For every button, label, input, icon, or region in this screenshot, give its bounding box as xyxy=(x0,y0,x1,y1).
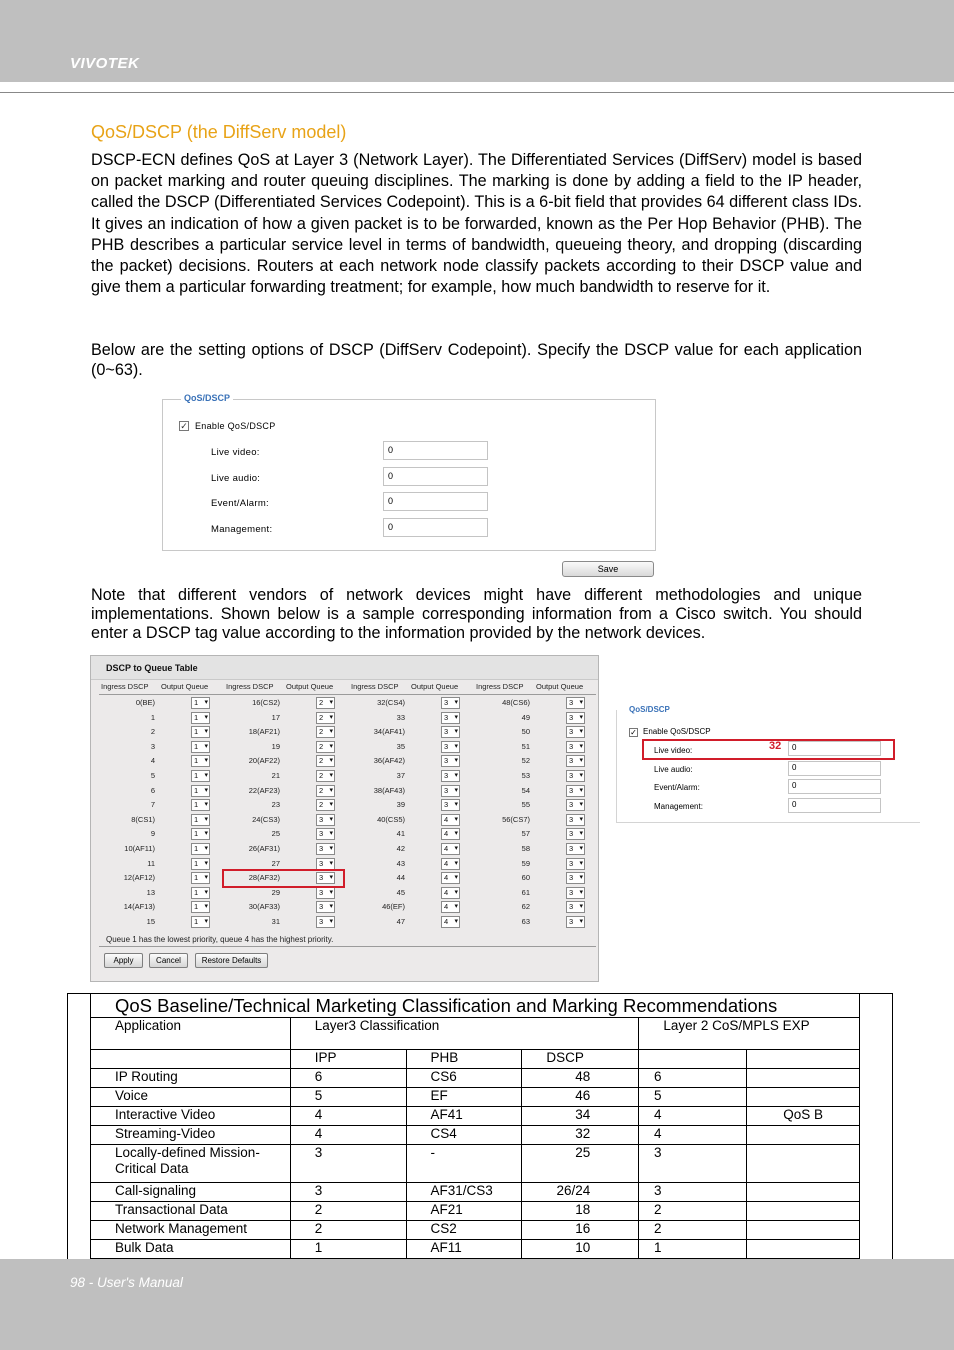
cisco-queue-select[interactable]: 3 ▾ xyxy=(316,814,335,826)
cell-ipp: 2 xyxy=(290,1202,406,1221)
cell-phb: - xyxy=(406,1145,522,1183)
cell-application: Voice xyxy=(91,1088,291,1107)
cisco-queue-select[interactable]: 1 ▾ xyxy=(191,843,210,855)
cisco-dscp-cell: 46(EF) xyxy=(382,902,405,912)
cisco-dscp-cell: 48(CS6) xyxy=(502,698,530,707)
table-row xyxy=(91,1221,860,1240)
restore-defaults-button[interactable]: Restore Defaults xyxy=(195,953,268,968)
section-title: QoS/DSCP (the DiffServ model) xyxy=(91,122,347,142)
cisco-dscp-cell: 36(AF42) xyxy=(373,756,405,766)
cisco-queue-select[interactable]: 3 ▾ xyxy=(316,843,335,855)
cisco-queue-select[interactable]: 3 ▾ xyxy=(566,785,585,797)
cisco-queue-select[interactable]: 1 ▾ xyxy=(191,741,210,753)
cisco-dscp-cell: 35 xyxy=(396,741,405,751)
cisco-queue-select[interactable]: 2 ▾ xyxy=(316,697,335,709)
cisco-dscp-cell: 43 xyxy=(396,858,405,868)
cisco-dscp-cell: 37 xyxy=(396,771,405,780)
cisco-dscp-cell: 4 xyxy=(150,756,155,766)
cisco-queue-select[interactable]: 3 ▾ xyxy=(566,814,585,826)
header-phb: PHB xyxy=(406,1050,522,1069)
enable-qos-checkbox[interactable]: ✓ xyxy=(180,421,188,431)
cell-cos: 4 xyxy=(639,1126,747,1145)
cisco-dscp-cell: 1 xyxy=(150,712,155,722)
qos2-management-input[interactable]: 0 xyxy=(788,798,881,813)
cell-ipp: 5 xyxy=(290,1088,406,1107)
cisco-queue-select[interactable]: 4 ▾ xyxy=(441,872,460,884)
cisco-queue-select[interactable]: 2 ▾ xyxy=(316,712,335,724)
cisco-queue-select[interactable]: 4 ▾ xyxy=(441,916,460,928)
table-row xyxy=(91,1202,860,1221)
cisco-queue-select[interactable]: 3 ▾ xyxy=(566,755,585,767)
cell-application: Locally-defined Mission-Critical Data xyxy=(91,1145,291,1183)
cisco-queue-select[interactable]: 4 ▾ xyxy=(441,814,460,826)
cell-application: Call-signaling xyxy=(91,1183,291,1202)
cisco-footnote: Queue 1 has the lowest priority, queue 4 has the highest priority. xyxy=(106,935,334,944)
cisco-queue-select[interactable]: 3 ▾ xyxy=(316,887,335,899)
cell-dscp: 48 xyxy=(522,1069,639,1088)
qos2-live-audio-input[interactable]: 0 xyxy=(788,761,881,776)
cisco-queue-select[interactable]: 3 ▾ xyxy=(441,697,460,709)
event-alarm-input[interactable]: 0 xyxy=(383,492,488,511)
qos2-dscp-value-annotation: 32 xyxy=(769,740,782,752)
cisco-dscp-cell: 42 xyxy=(396,844,405,853)
cisco-header-queue: Output Queue xyxy=(536,682,584,691)
cisco-dscp-cell: 27 xyxy=(271,858,280,868)
cell-dscp: 25 xyxy=(522,1145,639,1183)
qos2-enable-label: Enable QoS/DSCP xyxy=(643,727,711,736)
table-row xyxy=(91,1088,860,1107)
cell-application: IP Routing xyxy=(91,1069,291,1088)
qos2-live-audio-label: Live audio: xyxy=(654,765,693,774)
qos2-management-label: Management: xyxy=(654,802,703,811)
cisco-queue-select[interactable]: 3 ▾ xyxy=(441,770,460,782)
cisco-queue-select[interactable]: 3 ▾ xyxy=(566,741,585,753)
cisco-queue-select[interactable]: 2 ▾ xyxy=(316,726,335,738)
table-title: QoS Baseline/Technical Marketing Classification and Marking Recommendations xyxy=(91,994,860,1018)
cell-cos: 1 xyxy=(639,1240,747,1259)
event-alarm-label: Event/Alarm: xyxy=(211,498,269,509)
cisco-dscp-cell: 52 xyxy=(521,756,530,766)
apply-button[interactable]: Apply xyxy=(104,953,143,968)
cisco-queue-select[interactable]: 4 ▾ xyxy=(441,858,460,870)
qos-panel-legend: QoS/DSCP xyxy=(181,393,233,403)
cisco-dscp-cell: 2 xyxy=(150,727,155,737)
cisco-queue-select[interactable]: 3 ▾ xyxy=(441,755,460,767)
cisco-queue-select[interactable]: 1 ▾ xyxy=(191,785,210,797)
cisco-queue-select[interactable]: 3 ▾ xyxy=(566,726,585,738)
cisco-dscp-cell: 0(BE) xyxy=(135,698,155,707)
cell-extra xyxy=(747,1069,860,1088)
cell-extra xyxy=(747,1221,860,1240)
cisco-dscp-cell: 45 xyxy=(396,887,405,897)
cisco-header-dscp: Ingress DSCP xyxy=(351,682,399,691)
qos2-enable-checkbox[interactable]: ✓ xyxy=(630,728,637,737)
cell-ipp: 1 xyxy=(290,1240,406,1259)
cell-extra: QoS B xyxy=(747,1107,860,1126)
cell-application: Streaming-Video xyxy=(91,1126,291,1145)
cisco-dscp-cell: 3 xyxy=(150,741,155,751)
cisco-dscp-cell: 56(CS7) xyxy=(502,814,530,824)
footer-band xyxy=(0,1259,954,1350)
cisco-dscp-cell: 24(CS3) xyxy=(252,814,280,824)
cisco-dscp-cell: 31 xyxy=(271,917,280,926)
cell-application: Bulk Data xyxy=(91,1240,291,1259)
cisco-queue-select[interactable]: 3 ▾ xyxy=(566,916,585,928)
cisco-queue-select[interactable]: 4 ▾ xyxy=(441,887,460,899)
cisco-dscp-cell: 26(AF31) xyxy=(248,844,280,853)
cisco-queue-select[interactable]: 3 ▾ xyxy=(566,712,585,724)
cisco-dscp-cell: 14(AF13) xyxy=(123,902,155,912)
cell-phb: CS4 xyxy=(406,1126,522,1145)
subheader-extra xyxy=(747,1050,860,1069)
cisco-dscp-cell: 6 xyxy=(150,785,155,795)
live-audio-label: Live audio: xyxy=(211,473,261,484)
table-subheader-row xyxy=(91,1050,860,1069)
qos2-live-video-label: Live video: xyxy=(654,746,693,755)
cisco-queue-select[interactable]: 2 ▾ xyxy=(316,785,335,797)
table-title-row xyxy=(91,994,860,1018)
save-button[interactable]: Save xyxy=(562,561,654,577)
cisco-queue-select[interactable]: 3 ▾ xyxy=(566,858,585,870)
cell-phb: CS2 xyxy=(406,1221,522,1240)
cisco-dscp-cell: 51 xyxy=(521,741,530,751)
cisco-queue-select[interactable]: 1 ▾ xyxy=(191,697,210,709)
cisco-dscp-cell: 62 xyxy=(521,902,530,912)
cisco-queue-select[interactable]: 4 ▾ xyxy=(441,843,460,855)
cisco-dscp-cell: 11 xyxy=(147,858,155,868)
cell-dscp: 18 xyxy=(522,1202,639,1221)
cisco-dscp-cell: 18(AF21) xyxy=(248,727,280,737)
cell-application: Transactional Data xyxy=(91,1202,291,1221)
cisco-queue-select[interactable]: 3 ▾ xyxy=(441,726,460,738)
cisco-dscp-cell: 5 xyxy=(150,771,155,780)
qos2-legend: QoS/DSCP xyxy=(629,705,670,714)
cisco-dscp-cell: 30(AF33) xyxy=(248,902,280,912)
cell-dscp: 34 xyxy=(522,1107,639,1126)
cisco-dscp-cell: 10(AF11) xyxy=(124,844,155,853)
header-dscp: DSCP xyxy=(522,1050,639,1069)
cell-extra xyxy=(747,1088,860,1107)
cisco-queue-select[interactable]: 3 ▾ xyxy=(316,901,335,913)
cell-cos: 2 xyxy=(639,1202,747,1221)
header-rule xyxy=(0,92,954,93)
cell-ipp: 4 xyxy=(290,1126,406,1145)
cell-extra xyxy=(747,1145,860,1183)
cisco-header-dscp: Ingress DSCP xyxy=(101,682,149,691)
qos-dscp-panel xyxy=(162,393,656,551)
cisco-queue-select[interactable]: 1 ▾ xyxy=(191,814,210,826)
enable-qos-label: Enable QoS/DSCP xyxy=(195,421,276,431)
cell-ipp: 4 xyxy=(290,1107,406,1126)
table-row xyxy=(91,1126,860,1145)
brand-logo: VIVOTEK xyxy=(70,55,140,72)
header-band xyxy=(0,0,954,82)
cisco-dscp-cell: 55 xyxy=(521,800,530,810)
cisco-dscp-cell: 39 xyxy=(396,800,405,810)
cell-phb: AF31/CS3 xyxy=(406,1183,522,1202)
cisco-header-queue: Output Queue xyxy=(286,682,334,691)
cisco-dscp-cell: 15 xyxy=(146,917,155,926)
table-row xyxy=(91,1069,860,1088)
cisco-queue-select[interactable]: 1 ▾ xyxy=(191,916,210,928)
cisco-dscp-cell: 21 xyxy=(271,771,280,780)
cell-extra xyxy=(747,1240,860,1259)
table-row xyxy=(91,1145,860,1183)
cell-phb: CS6 xyxy=(406,1069,522,1088)
cisco-dscp-cell: 25 xyxy=(271,829,280,839)
qos2-event-alarm-input[interactable]: 0 xyxy=(788,779,881,794)
cisco-header-divider xyxy=(99,694,596,695)
cell-dscp: 10 xyxy=(522,1240,639,1259)
cancel-button[interactable]: Cancel xyxy=(149,953,188,968)
cell-cos: 3 xyxy=(639,1183,747,1202)
cisco-queue-select[interactable]: 3 ▾ xyxy=(566,697,585,709)
cisco-dscp-cell: 63 xyxy=(521,917,530,926)
cisco-dscp-cell: 29 xyxy=(271,887,280,897)
table-row xyxy=(91,1107,860,1126)
cell-phb: AF41 xyxy=(406,1107,522,1126)
cell-ipp: 3 xyxy=(290,1183,406,1202)
cisco-dscp-cell: 41 xyxy=(396,829,405,839)
cisco-queue-select[interactable]: 1 ▾ xyxy=(191,858,210,870)
cisco-dscp-cell: 33 xyxy=(396,712,405,722)
cisco-dscp-cell: 57 xyxy=(521,829,530,839)
cell-dscp: 16 xyxy=(522,1221,639,1240)
cisco-footer-divider xyxy=(99,946,596,947)
qos2-event-alarm-label: Event/Alarm: xyxy=(654,783,700,792)
highlight-box-af32 xyxy=(222,869,345,888)
cell-application: Network Management xyxy=(91,1221,291,1240)
intro-paragraph: DSCP-ECN defines QoS at Layer 3 (Network Layer). The Differentiated Services (DiffServ) model is based on packet marking and router queuing disciplines. The marking is done by adding a field to the IP header, called the DSCP (Differentiated Services Codepoint). This is a 6-bit field that provides 64 different class IDs. It gives an indication of how a given packet is to be forwarded, known as the Per Hop Behavior (PHB). The PHB describes a particular service level in terms of bandwidth, queueing theory, and dropping (discarding the packet) decisions. Routers at each network node classify packets according to their DSCP value and give them a particular forwarding treatment; for example, how much bandwidth to reserve for it. xyxy=(91,151,862,297)
cisco-queue-select[interactable]: 1 ▾ xyxy=(191,901,210,913)
cisco-header-queue: Output Queue xyxy=(161,682,209,691)
cisco-dscp-cell: 13 xyxy=(146,887,155,897)
cisco-dscp-cell: 34(AF41) xyxy=(373,727,405,737)
cisco-queue-select[interactable]: 4 ▾ xyxy=(441,828,460,840)
qos-recommendations-table xyxy=(90,993,860,1259)
management-label: Management: xyxy=(211,524,273,535)
cisco-header-dscp: Ingress DSCP xyxy=(476,682,524,691)
cell-ipp: 6 xyxy=(290,1069,406,1088)
cisco-dscp-cell: 49 xyxy=(521,712,530,722)
cisco-dscp-cell: 12(AF12) xyxy=(123,873,155,883)
cisco-queue-select[interactable]: 1 ▾ xyxy=(191,726,210,738)
cisco-queue-select[interactable]: 3 ▾ xyxy=(566,901,585,913)
cisco-queue-select[interactable]: 3 ▾ xyxy=(441,741,460,753)
cisco-queue-select[interactable]: 3 ▾ xyxy=(441,785,460,797)
cisco-queue-select[interactable]: 3 ▾ xyxy=(566,872,585,884)
cisco-queue-select[interactable]: 1 ▾ xyxy=(191,712,210,724)
cisco-dscp-cell: 23 xyxy=(271,800,280,810)
cell-phb: EF xyxy=(406,1088,522,1107)
cisco-dscp-cell: 50 xyxy=(521,727,530,737)
cell-dscp: 26/24 xyxy=(522,1183,639,1202)
cell-cos: 3 xyxy=(639,1145,747,1183)
cisco-queue-select[interactable]: 1 ▾ xyxy=(191,770,210,782)
cell-cos: 6 xyxy=(639,1069,747,1088)
cisco-dscp-cell: 7 xyxy=(150,800,155,810)
subheader-blank xyxy=(91,1050,291,1069)
cisco-header-queue: Output Queue xyxy=(411,682,459,691)
cisco-queue-select[interactable]: 3 ▾ xyxy=(566,799,585,811)
cisco-queue-select[interactable]: 3 ▾ xyxy=(566,887,585,899)
cisco-queue-select[interactable]: 3 ▾ xyxy=(441,799,460,811)
cisco-dscp-cell: 8(CS1) xyxy=(131,814,155,824)
setting-paragraph: Below are the setting options of DSCP (DiffServ Codepoint). Specify the DSCP value for each application (0~63). xyxy=(91,341,862,379)
cisco-queue-select[interactable]: 2 ▾ xyxy=(316,799,335,811)
cisco-dscp-cell: 58 xyxy=(521,844,530,853)
cisco-dscp-cell: 16(CS2) xyxy=(252,698,280,707)
cisco-dscp-cell: 19 xyxy=(271,741,280,751)
live-audio-input[interactable]: 0 xyxy=(383,467,488,486)
cisco-dscp-cell: 59 xyxy=(521,858,530,868)
cisco-dscp-cell: 61 xyxy=(521,887,530,897)
header-ipp: IPP xyxy=(290,1050,406,1069)
cisco-queue-select[interactable]: 2 ▾ xyxy=(316,755,335,767)
management-input[interactable]: 0 xyxy=(383,518,488,537)
cisco-table-title: DSCP to Queue Table xyxy=(91,656,598,680)
cisco-dscp-cell: 44 xyxy=(396,873,405,883)
header-layer2: Layer 2 CoS/MPLS EXP xyxy=(639,1018,860,1050)
cisco-queue-select[interactable]: 3 ▾ xyxy=(566,843,585,855)
cisco-dscp-cell: 9 xyxy=(150,829,155,839)
cell-cos: 5 xyxy=(639,1088,747,1107)
table-row xyxy=(91,1240,860,1259)
cisco-queue-select[interactable]: 1 ▾ xyxy=(191,872,210,884)
qos-dscp-panel-example xyxy=(616,705,920,823)
cisco-dscp-cell: 40(CS5) xyxy=(377,814,405,824)
cell-dscp: 32 xyxy=(522,1126,639,1145)
cisco-dscp-cell: 60 xyxy=(521,873,530,883)
cisco-queue-select[interactable]: 3 ▾ xyxy=(316,872,335,884)
cell-dscp: 46 xyxy=(522,1088,639,1107)
live-video-input[interactable]: 0 xyxy=(383,441,488,460)
qos2-live-video-input[interactable]: 0 xyxy=(788,741,881,756)
cell-ipp: 3 xyxy=(290,1145,406,1183)
header-layer3: Layer3 Classification xyxy=(290,1018,639,1050)
cell-extra xyxy=(747,1183,860,1202)
cisco-dscp-cell: 32(CS4) xyxy=(377,698,405,707)
cell-phb: AF11 xyxy=(406,1240,522,1259)
cisco-queue-select[interactable]: 1 ▾ xyxy=(191,799,210,811)
table-header-row xyxy=(91,1018,860,1050)
cell-phb: AF21 xyxy=(406,1202,522,1221)
cisco-queue-select[interactable]: 2 ▾ xyxy=(316,770,335,782)
vendor-note-paragraph: Note that different vendors of network devices might have different methodologies and unique implementations. Shown below is a sample corresponding information from a Cisco switch. You should enter a DSCP tag value according to the information provided by the network devices. xyxy=(91,586,862,642)
cisco-queue-select[interactable]: 2 ▾ xyxy=(316,741,335,753)
cell-application: Interactive Video xyxy=(91,1107,291,1126)
live-video-label: Live video: xyxy=(211,447,260,458)
cell-cos: 2 xyxy=(639,1221,747,1240)
cell-extra xyxy=(747,1126,860,1145)
cisco-queue-select[interactable]: 3 ▾ xyxy=(566,770,585,782)
cisco-header-dscp: Ingress DSCP xyxy=(226,682,274,691)
cisco-queue-select[interactable]: 3 ▾ xyxy=(566,828,585,840)
cisco-dscp-cell: 22(AF23) xyxy=(248,785,280,795)
cisco-queue-select[interactable]: 3 ▾ xyxy=(316,858,335,870)
cisco-queue-select[interactable]: 3 ▾ xyxy=(316,916,335,928)
subheader-cos xyxy=(639,1050,747,1069)
page-footer: 98 - User's Manual xyxy=(70,1275,183,1290)
cisco-queue-select[interactable]: 3 ▾ xyxy=(441,712,460,724)
header-application: Application xyxy=(91,1018,291,1050)
cisco-queue-select[interactable]: 1 ▾ xyxy=(191,828,210,840)
cisco-dscp-cell: 20(AF22) xyxy=(248,756,280,766)
cisco-dscp-cell: 17 xyxy=(271,712,280,722)
cisco-queue-select[interactable]: 4 ▾ xyxy=(441,901,460,913)
cisco-queue-select[interactable]: 3 ▾ xyxy=(316,828,335,840)
table-row xyxy=(91,1183,860,1202)
cisco-queue-select[interactable]: 1 ▾ xyxy=(191,887,210,899)
cisco-dscp-cell: 38(AF43) xyxy=(373,785,405,795)
cisco-dscp-queue-table xyxy=(90,655,599,982)
cell-ipp: 2 xyxy=(290,1221,406,1240)
cisco-queue-select[interactable]: 1 ▾ xyxy=(191,755,210,767)
cisco-dscp-cell: 47 xyxy=(396,917,405,926)
cell-extra xyxy=(747,1202,860,1221)
cisco-dscp-cell: 54 xyxy=(521,785,530,795)
cisco-dscp-cell: 53 xyxy=(521,771,530,780)
cisco-dscp-cell: 28(AF32) xyxy=(248,873,280,883)
cell-cos: 4 xyxy=(639,1107,747,1126)
